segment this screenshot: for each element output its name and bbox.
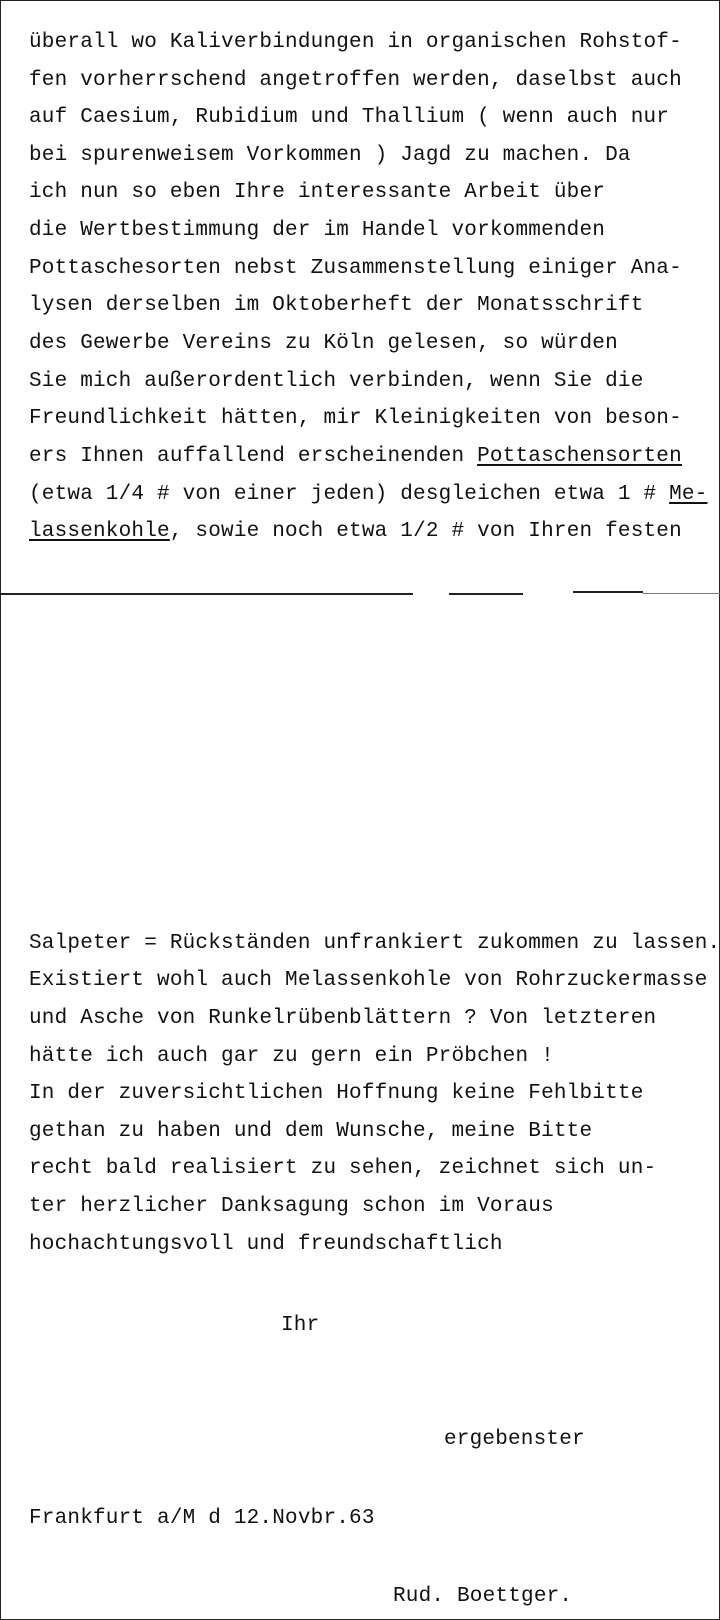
text-line: hochachtungsvoll und freundschaftlich bbox=[29, 1233, 503, 1256]
text-line bbox=[29, 519, 682, 545]
text-line: des Gewerbe Vereins zu Köln gelesen, so würden bbox=[29, 332, 618, 355]
text-line: Sie mich außerordentlich verbinden, wenn Sie die bbox=[29, 370, 644, 393]
text-segment: , sowie noch etwa 1/2 # von Ihren festen bbox=[169, 520, 682, 543]
divider-segment bbox=[573, 591, 643, 593]
text-line: recht bald realisiert zu sehen, zeichnet sich un- bbox=[29, 1157, 657, 1180]
text-line: ter herzlicher Danksagung schon im Voraus bbox=[29, 1195, 554, 1218]
text-line: hätte ich auch gar zu gern ein Pröbchen ! bbox=[29, 1045, 554, 1068]
underlined-word: Pottaschensorten bbox=[477, 445, 682, 468]
text-line: Salpeter = Rückständen unfrankiert zukommen zu lassen. bbox=[29, 932, 720, 955]
text-line: die Wertbestimmung der im Handel vorkommenden bbox=[29, 219, 606, 242]
text-line: lysen derselben im Oktoberheft der Monatsschrift bbox=[29, 294, 644, 317]
divider-segment bbox=[449, 593, 523, 595]
closing-ergebenster: ergebenster bbox=[444, 1428, 585, 1451]
text-line: bei spurenweisem Vorkommen ) Jagd zu machen. Da bbox=[29, 144, 631, 167]
text-line: Freundlichkeit hätten, mir Kleinigkeiten von beson- bbox=[29, 407, 682, 430]
text-line: gethan zu haben und dem Wunsche, meine Bitte bbox=[29, 1120, 593, 1143]
text-line: fen vorherrschend angetroffen werden, daselbst auch bbox=[29, 69, 682, 92]
text-segment: (etwa 1/4 # von einer jeden) desgleichen etwa 1 # bbox=[29, 483, 670, 506]
signature: Rud. Boettger. bbox=[393, 1585, 573, 1608]
text-line: überall wo Kaliverbindungen in organischen Rohstof- bbox=[29, 31, 682, 54]
place-date: Frankfurt a/M d 12.Novbr.63 bbox=[29, 1507, 375, 1530]
text-line bbox=[29, 444, 682, 470]
closing-ihr: Ihr bbox=[281, 1314, 320, 1337]
text-line bbox=[29, 482, 708, 508]
text-line: In der zuversichtlichen Hoffnung keine Fehlbitte bbox=[29, 1082, 644, 1105]
text-segment: ers Ihnen auffallend erscheinenden bbox=[29, 445, 478, 468]
text-line: ich nun so eben Ihre interessante Arbeit über bbox=[29, 181, 606, 204]
divider-segment bbox=[643, 593, 720, 594]
text-line: auf Caesium, Rubidium und Thallium ( wenn auch nur bbox=[29, 106, 670, 129]
text-line: und Asche von Runkelrübenblättern ? Von letzteren bbox=[29, 1007, 657, 1030]
underlined-word: lassenkohle bbox=[29, 520, 170, 543]
underlined-word: Me- bbox=[669, 483, 708, 506]
text-line: Existiert wohl auch Melassenkohle von Rohrzuckermasse bbox=[29, 969, 708, 992]
text-line: Pottaschesorten nebst Zusammenstellung einiger Ana- bbox=[29, 257, 682, 280]
divider-segment bbox=[1, 593, 413, 595]
